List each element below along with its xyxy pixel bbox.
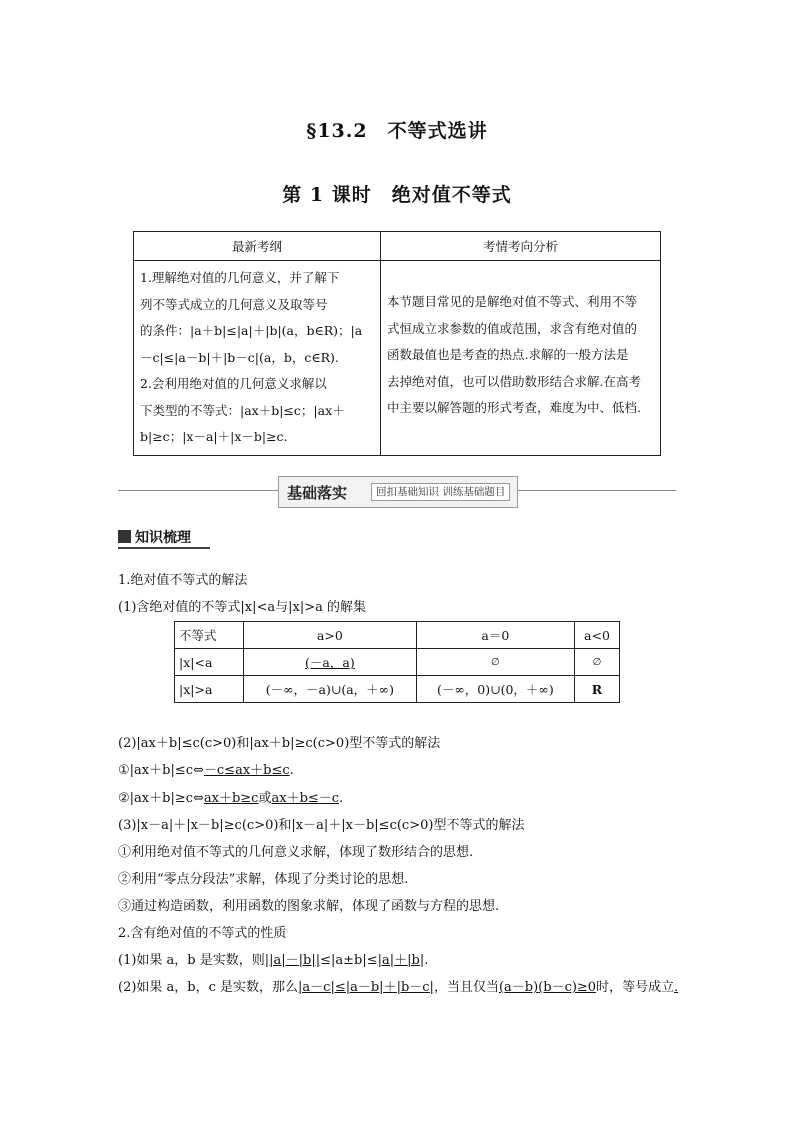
answer-blank: |a－c|≤|a－b|＋|b－c| <box>298 980 434 995</box>
square-bullet-icon <box>118 530 131 543</box>
text-part: 时，等号成立 <box>596 980 675 995</box>
requirement-line: 列不等式成立的几何意义及取等号 <box>140 296 328 312</box>
requirement-line: 1.理解绝对值的几何意义，并了解下 <box>140 270 340 285</box>
answer-blank: |a|＋|b| <box>377 953 425 968</box>
text-part: 或 <box>258 791 272 806</box>
analysis-line: 式恒成立求参数的值或范围，求含有绝对值的 <box>387 320 638 336</box>
table-cell: |x|<a <box>175 649 244 676</box>
text-line <box>118 787 343 806</box>
table-cell: (－a，a) <box>244 649 417 676</box>
knowledge-heading-text: 知识梳理 <box>135 530 191 546</box>
requirement-line: b|≥c；|x－a|＋|x－b|≥c. <box>140 429 288 444</box>
lesson-title: 第 1 课时 绝对值不等式 <box>282 184 512 206</box>
text-line: 2.含有绝对值的不等式的性质 <box>118 926 287 941</box>
banner-rule-right <box>516 490 676 491</box>
table-cell: (－∞，－a)∪(a，＋∞) <box>244 676 417 703</box>
table-cell: R <box>575 676 620 703</box>
text-line: (1)含绝对值的不等式|x|<a与|x|>a 的解集 <box>118 600 367 615</box>
table-cell: ∅ <box>575 649 620 676</box>
heading-underline <box>118 547 210 549</box>
requirement-line: 下类型的不等式：|ax＋b|≤c；|ax＋ <box>140 402 345 418</box>
table-header-cell: a<0 <box>575 622 620 649</box>
text-part: ②|ax＋b|≥c⇔ <box>118 791 204 806</box>
text-line: ①利用绝对值不等式的几何意义求解，体现了数形结合的思想. <box>118 845 474 860</box>
banner-subtitle: 回扣基础知识 训练基础题目 <box>371 483 510 501</box>
text-part: (2)如果 a，b，c 是实数，那么 <box>118 980 299 995</box>
answer-blank: (a－b)(b－c)≥0 <box>498 980 597 995</box>
text-line: (3)|x－a|＋|x－b|≥c(c>0)和|x－a|＋|x－b|≤c(c>0)型不等式的解法 <box>118 818 525 833</box>
text-line: ②利用“零点分段法”求解，体现了分类讨论的思想. <box>118 872 409 887</box>
requirement-line: 2.会利用绝对值的几何意义求解以 <box>140 376 327 391</box>
knowledge-heading <box>118 527 191 547</box>
banner-title: 基础落实 <box>287 484 348 502</box>
text-part: ①|ax＋b|≤c⇔ <box>118 763 204 778</box>
table-cell: ∅ <box>416 649 574 676</box>
syllabus-header-right: 考情考向分析 <box>381 232 661 261</box>
table-cell: (－∞，0)∪(0，＋∞) <box>416 676 574 703</box>
text-part: ，当且仅当 <box>433 980 499 995</box>
foundation-banner <box>278 476 518 508</box>
requirement-line: 的条件：|a＋b|≤|a|＋|b|(a，b∈R)；|a <box>140 323 363 338</box>
answer-blank: －c≤ax＋b≤c <box>203 763 290 778</box>
answer-blank: ||a|－|b|| <box>264 953 321 968</box>
requirement-line: －c|≤|a－b|＋|b－c|(a，b，c∈R). <box>140 349 339 365</box>
text-line <box>118 949 428 968</box>
table-header-cell: a＝0 <box>416 622 574 649</box>
analysis-line: 中主要以解答题的形式考查，难度为中、低档. <box>387 400 641 415</box>
text-line <box>118 976 678 995</box>
answer-blank: ax＋b≤－c <box>271 791 340 806</box>
text-line: ③通过构造函数，利用函数的图象求解，体现了函数与方程的思想. <box>118 899 500 914</box>
answer-blank: . <box>674 980 679 995</box>
table-header-cell: 不等式 <box>175 622 244 649</box>
text-part: . <box>424 953 429 968</box>
answer-blank: ax＋b≥c <box>203 791 259 806</box>
solution-set-table <box>174 621 620 703</box>
text-part: ≤|a±b|≤ <box>320 953 378 968</box>
text-part: . <box>289 763 294 778</box>
analysis-line: 本节题目常见的是解绝对值不等式、利用不等 <box>387 294 638 309</box>
table-cell: |x|>a <box>175 676 244 703</box>
text-line: (2)|ax＋b|≤c(c>0)和|ax＋b|≥c(c>0)型不等式的解法 <box>118 736 441 751</box>
analysis-line: 函数最值也是考查的热点.求解的一般方法是 <box>387 347 629 362</box>
syllabus-analysis <box>381 261 661 456</box>
text-part: . <box>339 791 344 806</box>
text-line: 1.绝对值不等式的解法 <box>118 573 248 588</box>
syllabus-table <box>133 231 661 456</box>
analysis-line: 去掉绝对值，也可以借助数形结合求解.在高考 <box>387 373 641 389</box>
banner-rule-left <box>118 490 278 491</box>
text-part: (1)如果 a，b 是实数，则 <box>118 953 265 968</box>
table-header-cell: a>0 <box>244 622 417 649</box>
text-line <box>118 759 294 778</box>
syllabus-header-left: 最新考纲 <box>134 232 381 261</box>
section-title: §13.2 不等式选讲 <box>306 120 488 142</box>
syllabus-requirements <box>134 261 381 456</box>
